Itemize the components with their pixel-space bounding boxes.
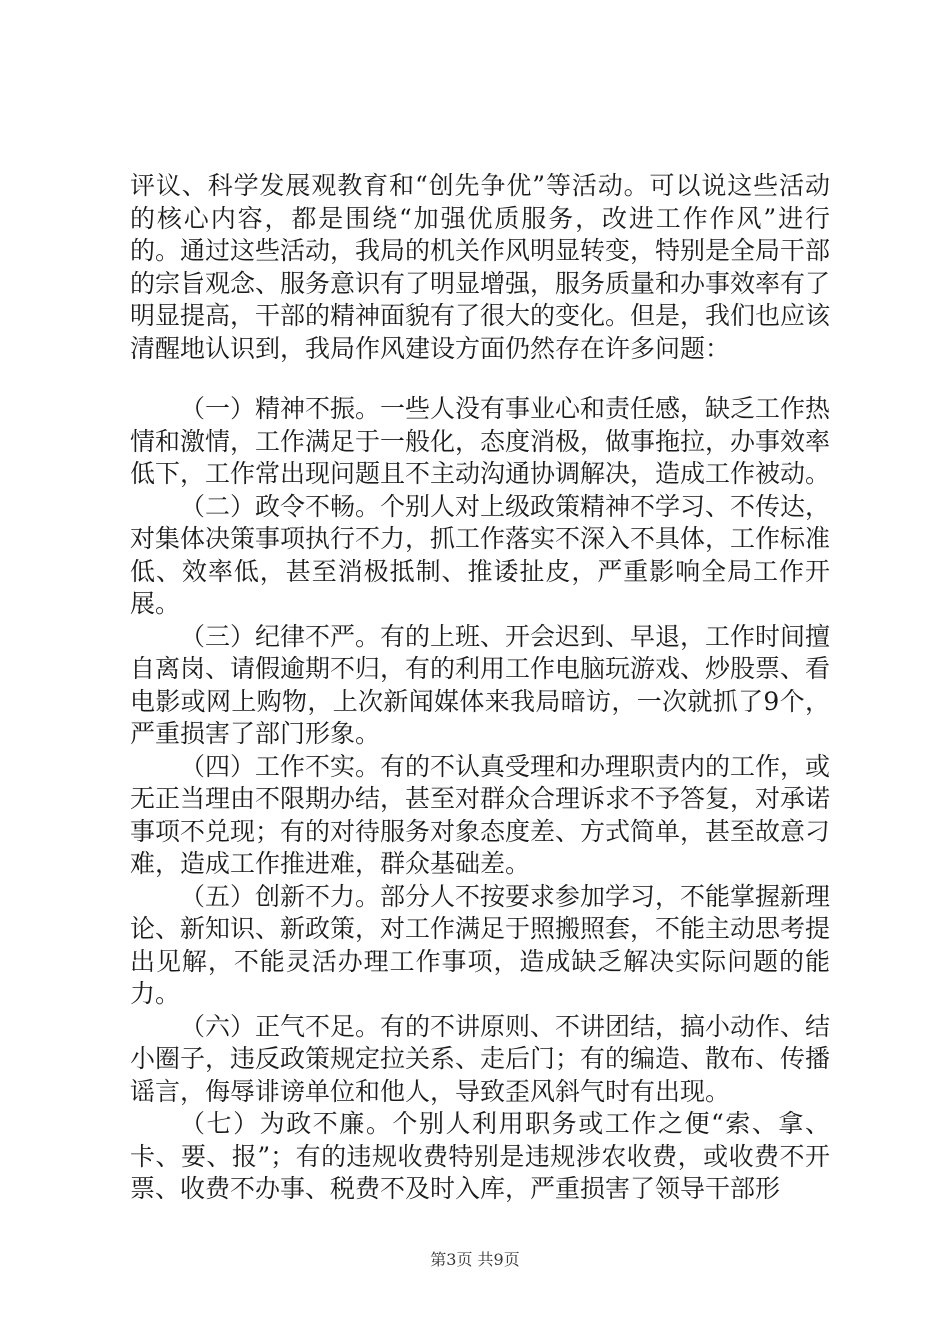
paragraph-item-3: （三）纪律不严。有的上班、开会迟到、早退，工作时间擅自离岗、请假逾期不归，有的利用工作电脑玩游戏、炒股票、看电影或网上购物，上次新闻媒体来我局暗访，一次就抓了9个，严重损害了部门形象。 xyxy=(130,621,831,748)
paragraph-item-6: （六）正气不足。有的不讲原则、不讲团结，搞小动作、结小圈子，违反政策规定拉关系、走后门；有的编造、散布、传播谣言，侮辱诽谤单位和他人，导致歪风斜气时有出现。 xyxy=(130,1011,831,1106)
paragraph-item-7: （七）为政不廉。个别人利用职务或工作之便“索、拿、卡、要、报”；有的违规收费特别是违规涉农收费，或收费不开票、收费不办事、税费不及时入库，严重损害了领导干部形 xyxy=(130,1109,830,1203)
document-body xyxy=(130,170,830,1206)
paragraph-item-1: （一）精神不振。一些人没有事业心和责任感，缺乏工作热情和激情，工作满足于一般化，态度消极，做事拖拉，办事效率低下，工作常出现问题且不主动沟通协调解决，造成工作被动。 xyxy=(130,394,831,488)
paragraph-intro: 评议、科学发展观教育和“创先争优”等活动。可以说这些活动的核心内容，都是围绕“加强优质服务，改进工作作风”进行的。通过这些活动，我局的机关作风明显转变，特别是全局干部的宗旨观念、服务意识有了明显增强，服务质量和办事效率有了明显提高，干部的精神面貌有了很大的变化。但是，我们也应该清醒地认识到，我局作风建设方面仍然存在许多问题： xyxy=(130,171,831,363)
paragraph-item-4: （四）工作不实。有的不认真受理和办理职责内的工作，或无正当理由不限期办结，甚至对群众合理诉求不予答复，对承诺事项不兑现；有的对待服务对象态度差、方式简单，甚至故意刁难，造成工作推进难，群众基础差。 xyxy=(130,751,831,878)
paragraph-item-5: （五）创新不力。部分人不按要求参加学习，不能掌握新理论、新知识、新政策，对工作满足于照搬照套，不能主动思考提出见解，不能灵活办理工作事项，造成缺乏解决实际问题的能力。 xyxy=(130,881,831,1008)
paragraph-item-2: （二）政令不畅。个别人对上级政策精神不学习、不传达，对集体决策事项执行不力，抓工作落实不深入不具体，工作标准低、效率低，甚至消极抵制、推诿扯皮，严重影响全局工作开展。 xyxy=(130,491,831,618)
page-number-footer: 第3页 共9页 xyxy=(430,1250,520,1269)
